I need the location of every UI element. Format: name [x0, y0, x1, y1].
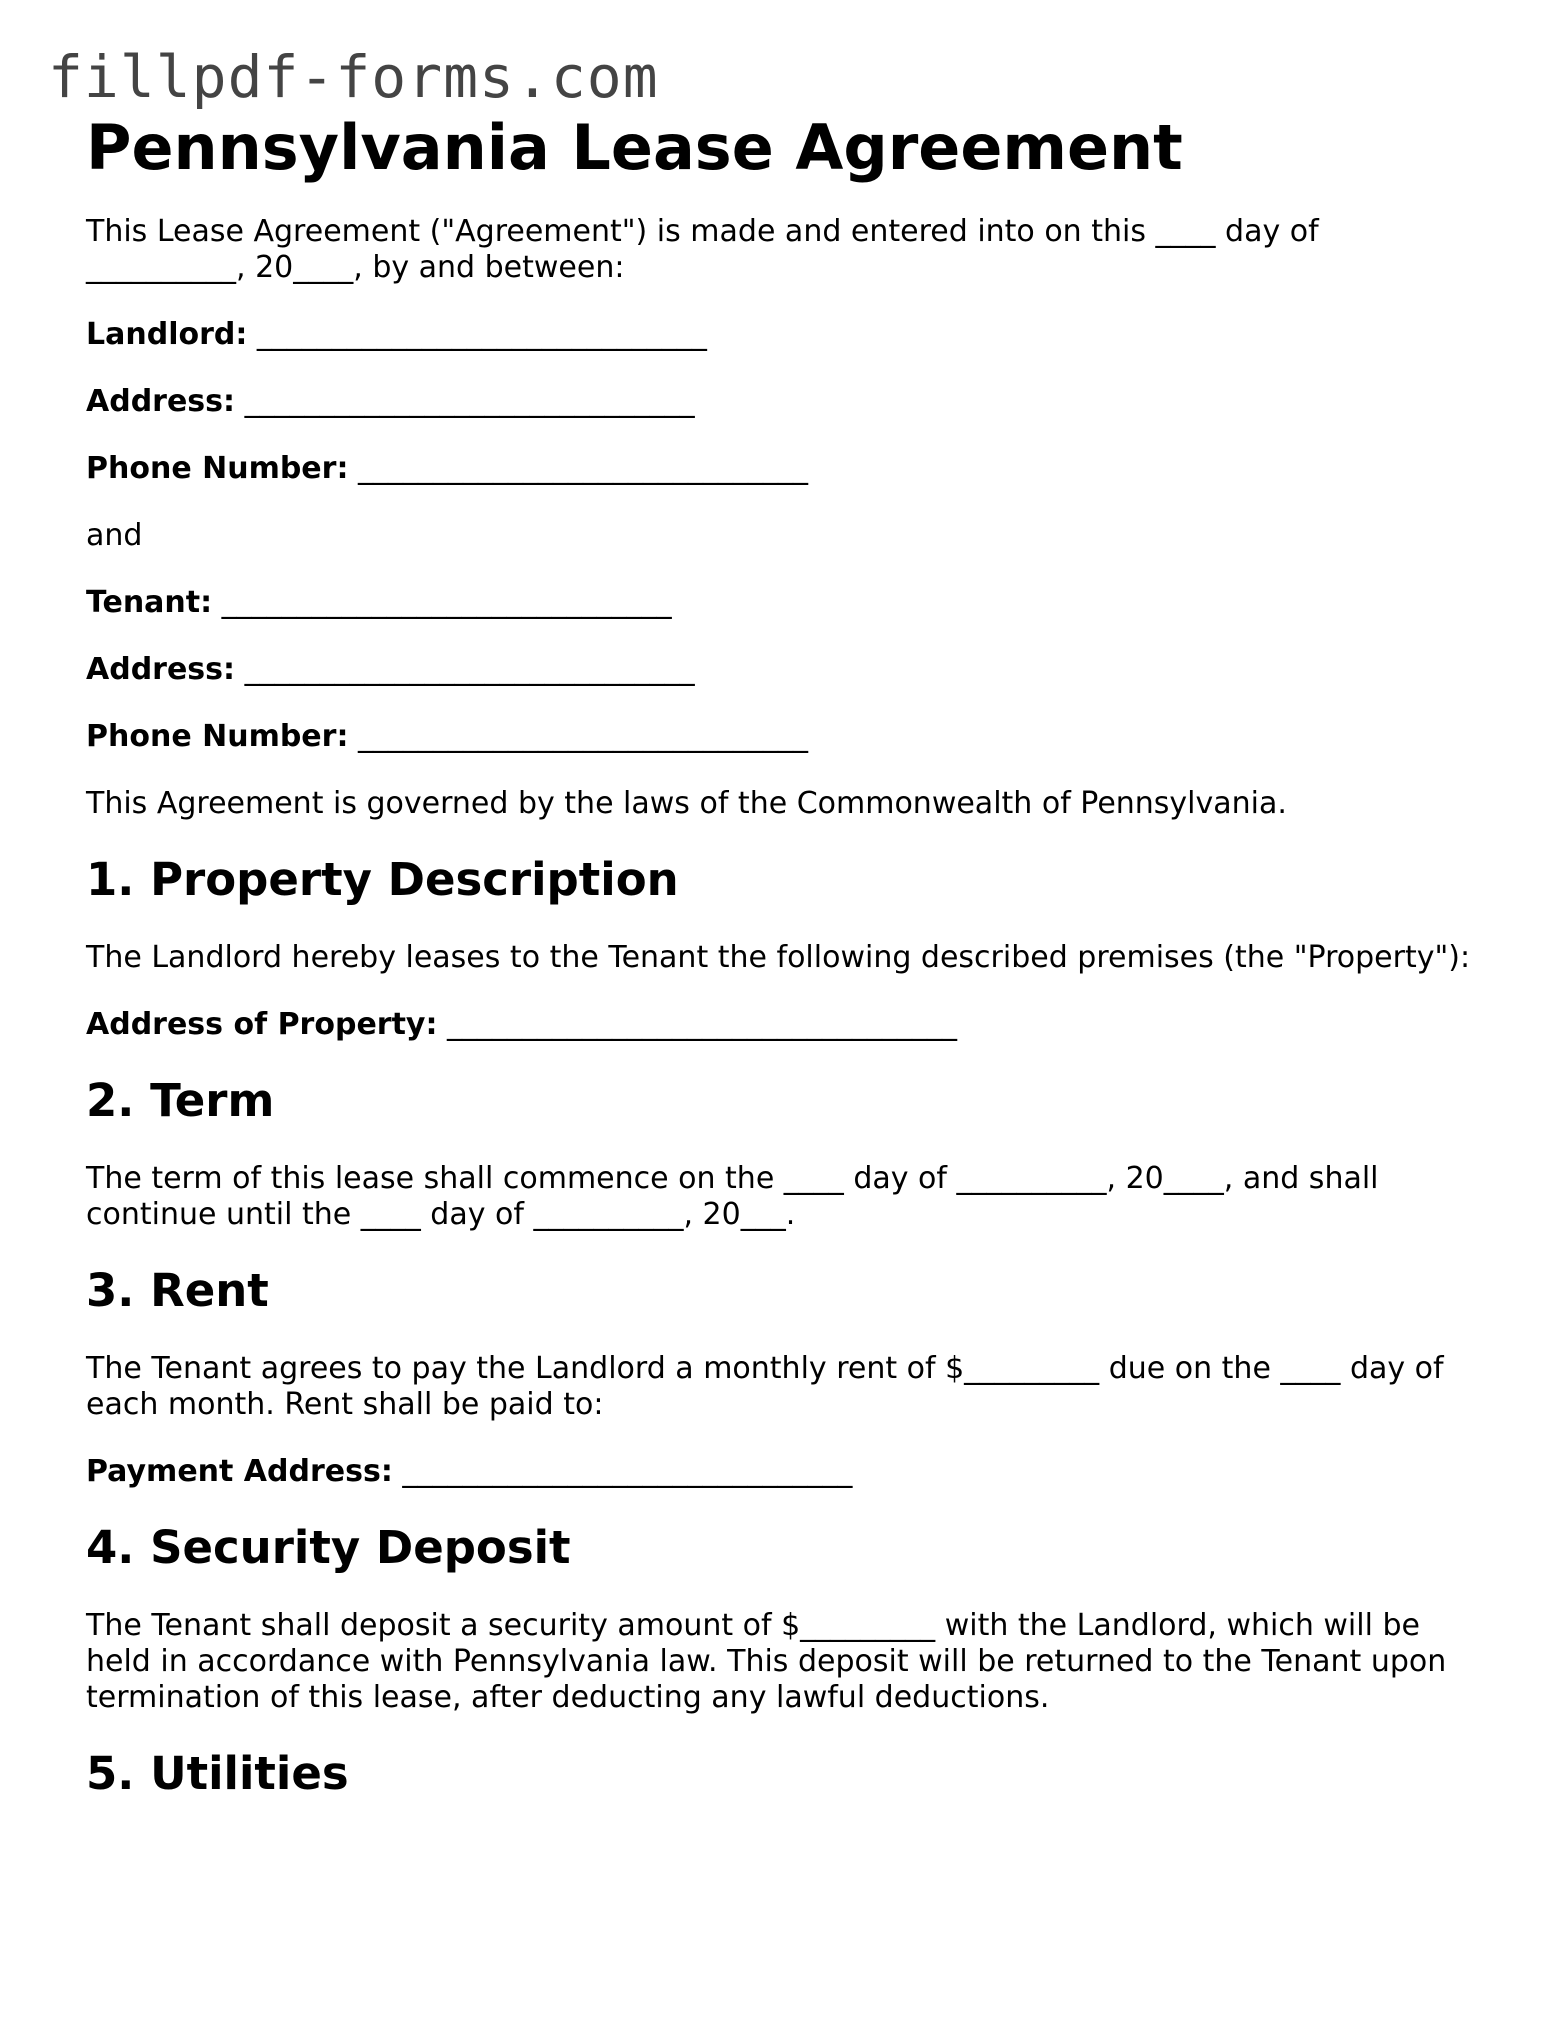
landlord-name-field [86, 317, 1486, 353]
tenant-name-blank[interactable]: ______________________________ [221, 585, 672, 620]
governing-law-text: This Agreement is governed by the laws of the Commonwealth of Pennsylvania. [86, 786, 1287, 821]
tenant-address-label: Address: [86, 652, 236, 687]
payment-address-label: Payment Address: [86, 1454, 393, 1489]
landlord-phone-blank[interactable]: ______________________________ [358, 451, 808, 486]
landlord-name-blank[interactable]: ______________________________ [256, 317, 707, 352]
tenant-phone-field [86, 719, 1486, 755]
property-address-blank[interactable]: __________________________________ [447, 1007, 958, 1042]
tenant-name-field [86, 585, 1486, 621]
landlord-address-label: Address: [86, 384, 236, 419]
lease-document [86, 108, 1486, 1834]
section-heading-deposit: 4. Security Deposit [86, 1521, 571, 1574]
payment-address-blank[interactable]: ______________________________ [402, 1454, 853, 1489]
page-title: Pennsylvania Lease Agreement [86, 111, 1183, 184]
tenant-address-field [86, 652, 1486, 688]
section-heading-term: 2. Term [86, 1074, 275, 1127]
section-heading-property: 1. Property Description [86, 853, 679, 906]
section-heading-rent: 3. Rent [86, 1264, 269, 1317]
and-text: and [86, 518, 143, 553]
property-paragraph: The Landlord hereby leases to the Tenant the following described premises (the "Property"): [86, 940, 1471, 975]
tenant-phone-blank[interactable]: ______________________________ [358, 719, 808, 754]
landlord-phone-label: Phone Number: [86, 451, 349, 486]
property-address-field [86, 1007, 1486, 1043]
landlord-address-blank[interactable]: ______________________________ [244, 384, 695, 419]
payment-address-field [86, 1454, 1486, 1490]
tenant-name-label: Tenant: [86, 585, 213, 620]
deposit-paragraph: The Tenant shall deposit a security amount of $_________ with the Landlord, which will be held in accordance with Pennsylvania law. This deposit will be returned to the Tenant upon termination of this lease, after deducting any lawful deductions. [86, 1608, 1447, 1715]
tenant-address-blank[interactable]: ______________________________ [244, 652, 695, 687]
property-address-label: Address of Property: [86, 1007, 438, 1042]
landlord-phone-field [86, 451, 1486, 487]
landlord-name-label: Landlord: [86, 317, 248, 352]
landlord-address-field [86, 384, 1486, 420]
term-paragraph: The term of this lease shall commence on the ____ day of __________, 20____, and shall continue until the ____ day of __________, 20___. [86, 1161, 1379, 1232]
rent-paragraph: The Tenant agrees to pay the Landlord a monthly rent of $_________ due on the ____ day of each month. Rent shall be paid to: [86, 1351, 1444, 1422]
section-heading-utilities: 5. Utilities [86, 1747, 349, 1800]
intro-paragraph: This Lease Agreement ("Agreement") is made and entered into on this ____ day of __________, 20____, by and between: [86, 214, 1319, 285]
site-watermark: fillpdf-forms.com [48, 43, 659, 111]
tenant-phone-label: Phone Number: [86, 719, 349, 754]
